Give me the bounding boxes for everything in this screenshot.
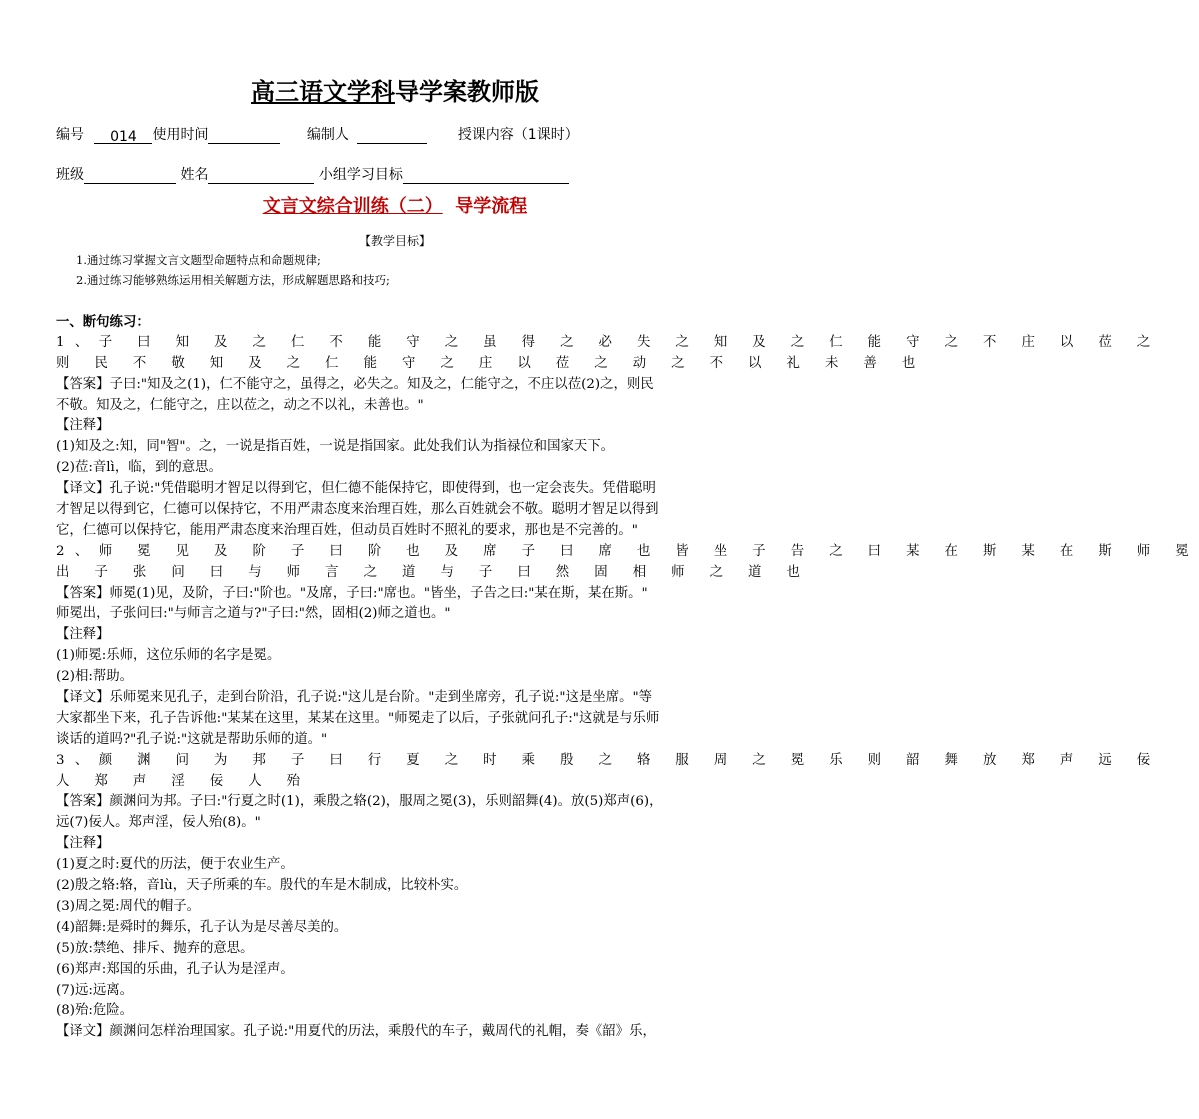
body-line: 【注释】 [56, 627, 110, 643]
name-label: 姓名 [180, 167, 209, 183]
body-line: 出 子 张 问 曰 与 师 言 之 道 与 子 曰 然 固 相 师 之 道 也 [56, 564, 811, 580]
body-line: (3)周之冕:周代的帽子。 [56, 898, 200, 914]
body-line: 它，仁德可以保持它，能用严肃态度来治理百姓，但动员百姓时不照礼的要求，那也是不完善的。" [56, 522, 638, 538]
body-line: 师冕出，子张问曰:"与师言之道与?"子曰:"然，固相(2)师之道也。" [56, 606, 451, 622]
body-line: 远(7)佞人。郑声淫，佞人殆(8)。" [56, 815, 261, 831]
body-line: 【答案】颜渊问为邦。子曰:"行夏之时(1)，乘殷之辂(2)，服周之冕(3)，乐则韶舞(4)。放(5)郑声(6)， [56, 794, 663, 810]
section-subtitle [0, 192, 790, 218]
goal-item-1: 1.通过练习掌握文言文题型命题特点和命题规律; [76, 253, 321, 267]
class-label: 班级 [56, 167, 84, 183]
body-line: (2)相:帮助。 [56, 669, 134, 685]
body-line: 【译文】颜渊问怎样治理国家。孔子说:"用夏代的历法，乘殷代的车子，戴周代的礼帽，奏《韶》乐， [56, 1024, 656, 1040]
body-line: 【答案】师冕(1)见，及阶，子曰:"阶也。"及席，子曰:"席也。"皆坐，子告之曰:"某在斯，某在斯。" [56, 585, 648, 601]
number-value: 014 [110, 129, 137, 145]
body-content [56, 312, 1199, 1043]
group-goal-field [403, 169, 569, 184]
body-line: 2、师 冕 见 及 阶 子 曰 阶 也 及 席 子 曰 席 也 皆 坐 子 告 之 曰 某 在 斯 某 在 斯 师 冕 [56, 543, 1199, 559]
editor-label: 编制人 [306, 127, 349, 143]
editor-field [357, 129, 427, 144]
number-label: 编号 [56, 127, 84, 143]
body-line: 【注释】 [56, 836, 110, 852]
body-line: 谈话的道吗?"孔子说:"这就是帮助乐师的道。" [56, 731, 328, 747]
body-line: (8)殆:危险。 [56, 1003, 134, 1019]
body-line: 3、颜 渊 问 为 邦 子 曰 行 夏 之 时 乘 殷 之 辂 服 周 之 冕 乐 则 韶 舞 放 郑 声 远 佞 [56, 752, 1161, 768]
body-line: 不敬。知及之，仁能守之，庄以莅之，动之不以礼，未善也。" [56, 397, 424, 413]
body-line: 【译文】孔子说:"凭借聪明才智足以得到它，但仁德不能保持它，即使得到，也一定会丧失。凭借聪明 [56, 481, 656, 497]
body-line: 一、断句练习： [56, 314, 150, 330]
body-line: 人 郑 声 淫 佞 人 殆 [56, 773, 311, 789]
subtitle-rest: 导学流程 [455, 196, 528, 217]
body-line: (2)莅:音lì，临，到的意思。 [56, 460, 222, 476]
time-label: 使用时间 [152, 127, 209, 143]
body-line: (1)夏之时:夏代的历法，便于农业生产。 [56, 857, 294, 873]
time-field [208, 129, 280, 144]
title-rest: 导学案教师版 [395, 78, 539, 106]
info-row-2 [56, 164, 569, 184]
body-line: (6)郑声:郑国的乐曲，孔子认为是淫声。 [56, 961, 294, 977]
content-label: 授课内容（1课时） [457, 127, 579, 143]
body-line: 【答案】子曰:"知及之(1)，仁不能守之，虽得之，必失之。知及之，仁能守之，不庄以莅(2)之，则民 [56, 376, 654, 392]
body-line: (7)远:远离。 [56, 982, 134, 998]
group-goal-label: 小组学习目标 [318, 167, 403, 183]
subtitle-topic: 文言文综合训练（二） [262, 196, 443, 217]
body-line: 【译文】乐师冕来见孔子，走到台阶沿，孔子说:"这儿是台阶。"走到坐席旁，孔子说:"这是坐席。"等 [56, 690, 653, 706]
body-line: 则 民 不 敬 知 及 之 仁 能 守 之 庄 以 莅 之 动 之 不 以 礼 未 善 也 [56, 355, 926, 371]
body-line: (2)殷之辂:辂，音lù，天子所乘的车。殷代的车是木制成，比较朴实。 [56, 878, 468, 894]
page-title [0, 72, 790, 107]
number-field [94, 129, 152, 144]
body-line: (1)师冕:乐师，这位乐师的名字是冕。 [56, 648, 281, 664]
goals-heading: 【教学目标】 [358, 234, 431, 248]
body-line: (5)放:禁绝、排斥、抛弃的意思。 [56, 940, 254, 956]
body-line: 才智足以得到它，仁德可以保持它，不用严肃态度来治理百姓，那么百姓就会不敬。聪明才智足以得到 [56, 502, 659, 518]
body-line: (4)韶舞:是舜时的舞乐，孔子认为是尽善尽美的。 [56, 919, 348, 935]
title-subject: 高三语文学科 [251, 78, 395, 106]
info-row-1 [56, 124, 579, 144]
body-line: 1、子 曰 知 及 之 仁 不 能 守 之 虽 得 之 必 失 之 知 及 之 仁 能 守 之 不 庄 以 莅 之 [56, 334, 1161, 350]
class-field [84, 169, 176, 184]
goal-item-2: 2.通过练习能够熟练运用相关解题方法，形成解题思路和技巧; [76, 273, 390, 287]
body-line: (1)知及之:知，同"智"。之，一说是指百姓，一说是指国家。此处我们认为指禄位和国家天下。 [56, 439, 615, 455]
name-field [208, 169, 314, 184]
body-line: 【注释】 [56, 418, 110, 434]
body-line: 大家都坐下来，孔子告诉他:"某某在这里，某某在这里。"师冕走了以后，子张就问孔子:"这就是与乐师 [56, 710, 660, 726]
